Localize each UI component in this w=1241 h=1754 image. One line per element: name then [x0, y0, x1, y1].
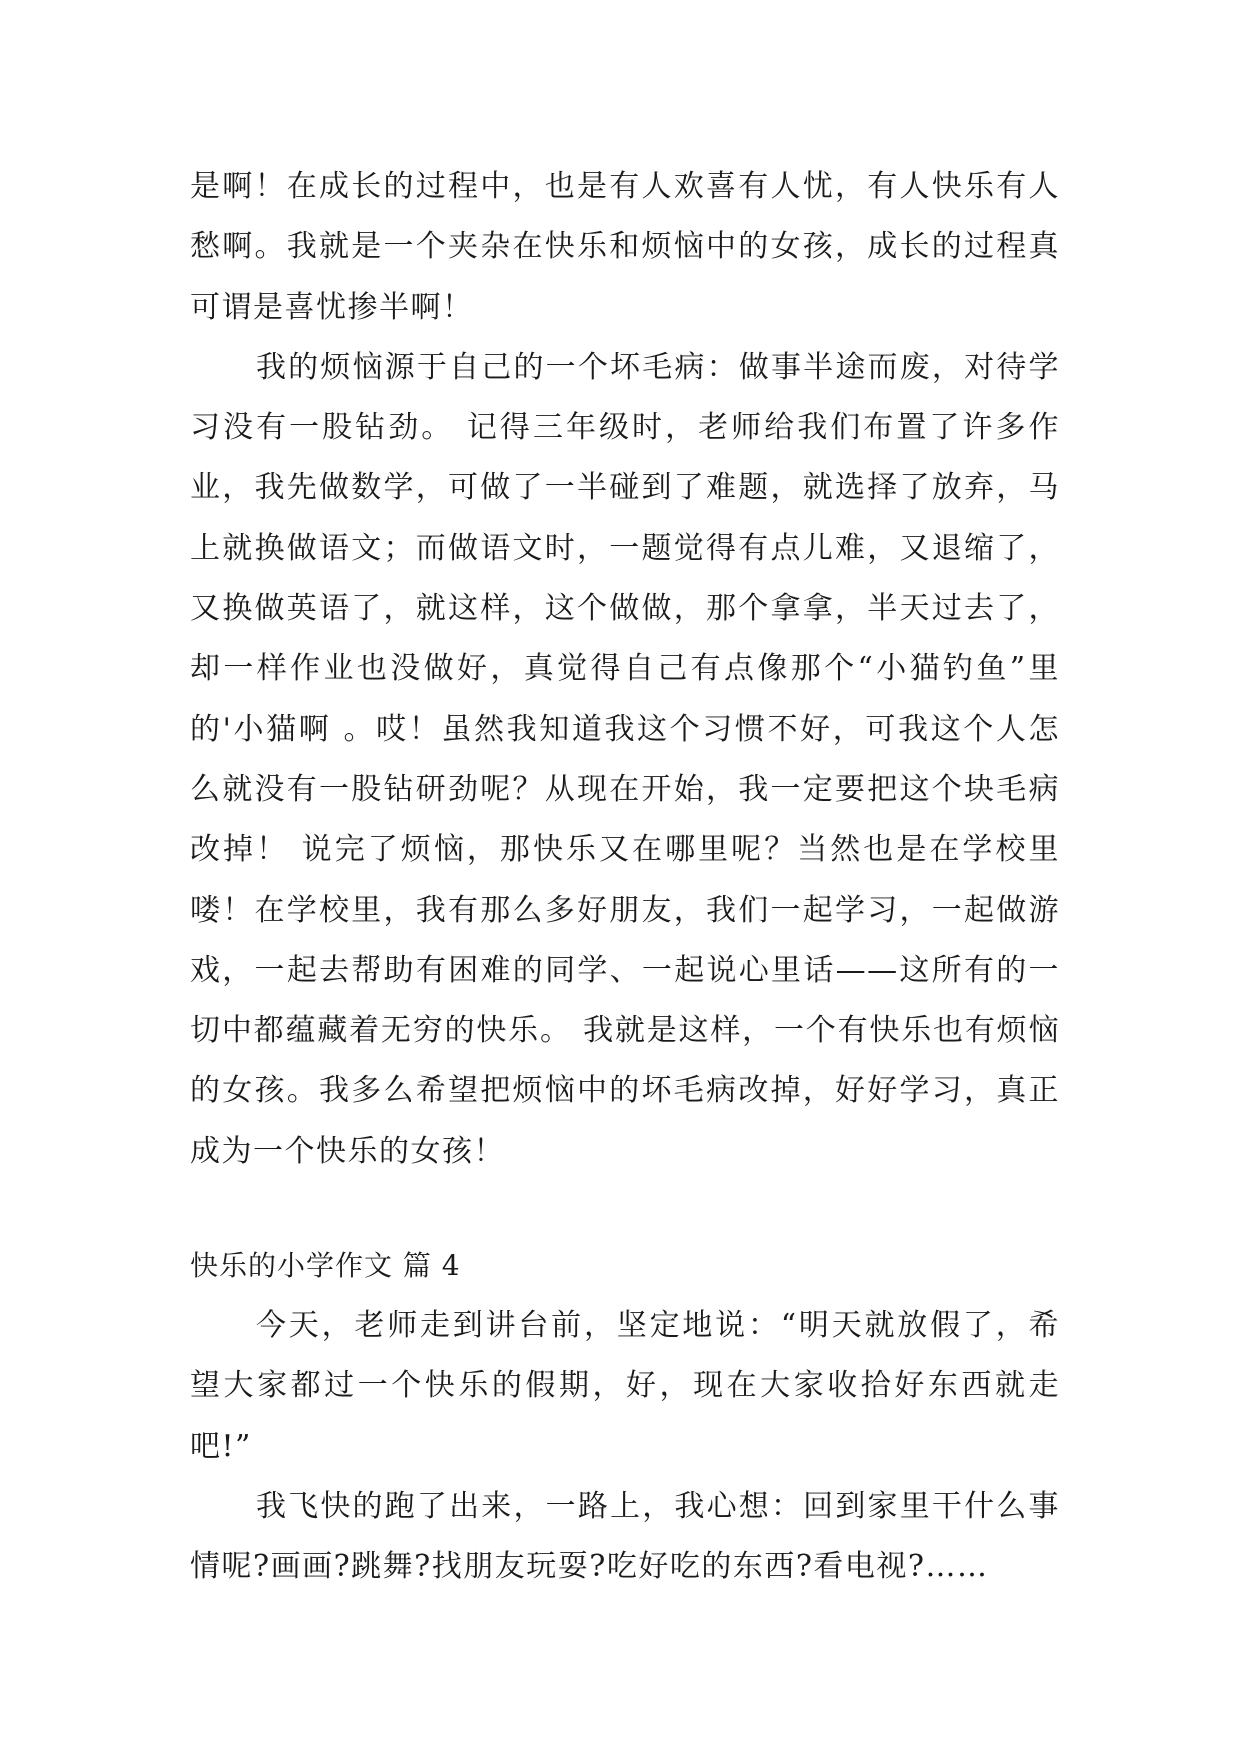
- paragraph: 今天，老师走到讲台前，坚定地说：“明天就放假了，希望大家都过一个快乐的假期，好，现在大家收拾好东西就走吧!”: [190, 1308, 1060, 1464]
- document-body: [190, 157, 1060, 1598]
- paragraph: 我的烦恼源于自己的一个坏毛病：做事半途而废，对待学习没有一股钻劲。 记得三年级时，老师给我们布置了许多作业，我先做数学，可做了一半碰到了难题，就选择了放弃，马上就换做语文；而做语文时，一题觉得有点儿难，又退缩了，又换做英语了，就这样，这个做做，那个拿拿，半天过去了，却一样作业也没做好，真觉得自己有点像那个“小猫钓鱼”里的'小猫啊 。哎！虽然我知道我这个习惯不好，可我这个人怎么就没有一股钻研劲呢？从现在开始，我一定要把这个块毛病改掉！ 说完了烦恼，那快乐又在哪里呢？当然也是在学校里喽！在学校里，我有那么多好朋友，我们一起学习，一起做游戏，一起去帮助有困难的同学、一起说心里话——这所有的一切中都蕴藏着无穷的快乐。 我就是这样，一个有快乐也有烦恼的女孩。我多么希望把烦恼中的坏毛病改掉，好好学习，真正成为一个快乐的女孩！: [190, 349, 1060, 1169]
- paragraph: 我飞快的跑了出来，一路上，我心想：回到家里干什么事情呢?画画?跳舞?找朋友玩耍?吃好吃的东西?看电视?……: [190, 1488, 1060, 1585]
- section-heading: 快乐的小学作文 篇 4: [190, 1249, 461, 1283]
- paragraph: 是啊！在成长的过程中，也是有人欢喜有人忧，有人快乐有人愁啊。我就是一个夹杂在快乐和烦恼中的女孩，成长的过程真可谓是喜忧掺半啊！: [190, 169, 1060, 325]
